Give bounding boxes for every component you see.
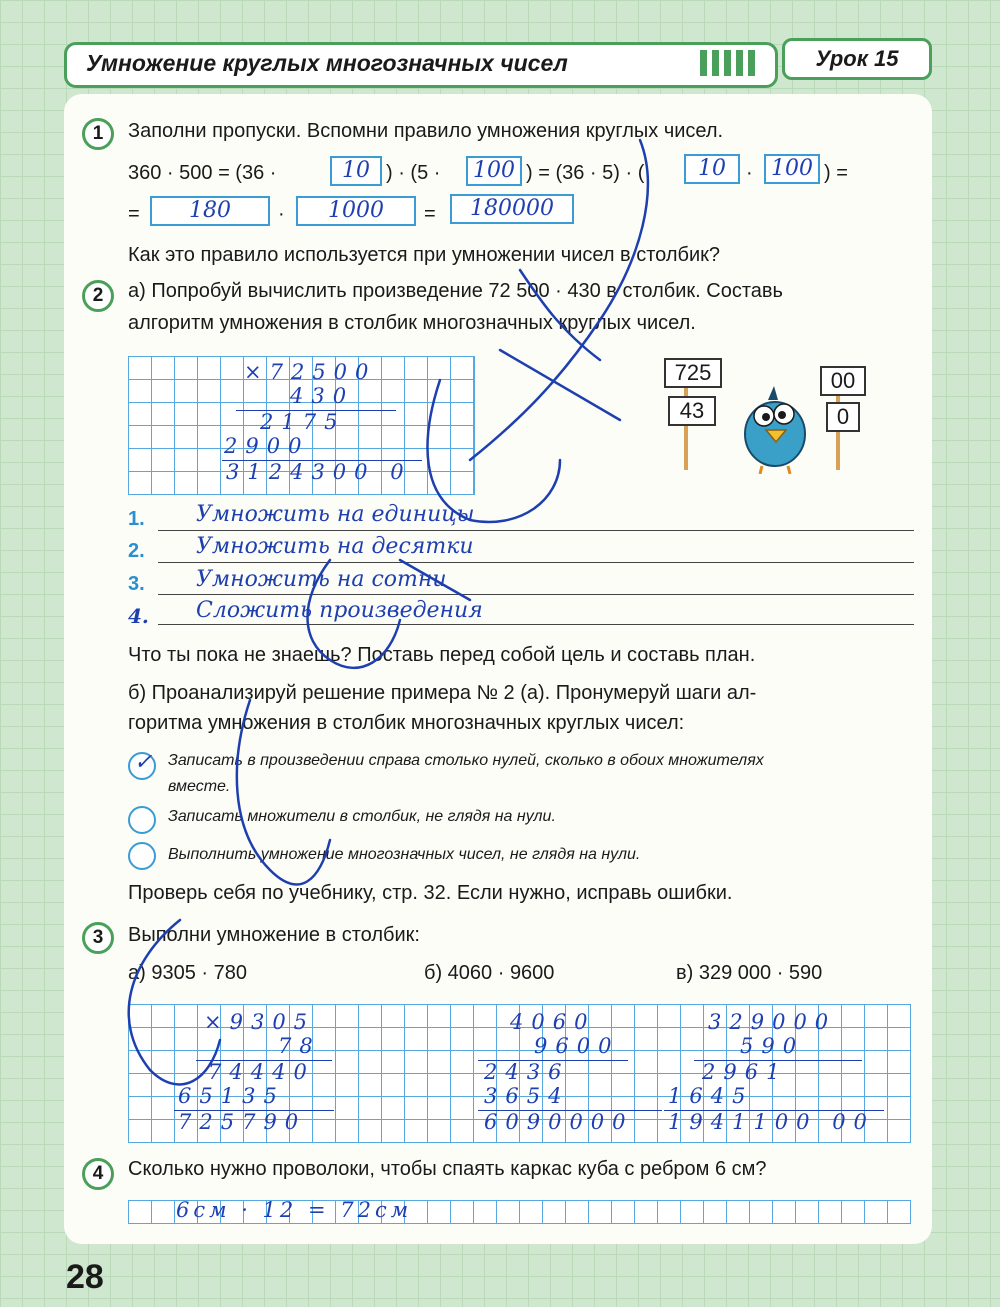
blank-4[interactable]: 100 [764, 154, 820, 184]
task2-line1: а) Попробуй вычислить произведение 72 500 · 430 в столбик. Составь [128, 280, 783, 302]
step-text-1: Умножить на единицы [196, 502, 475, 527]
col3b-row4: 3654 [484, 1084, 570, 1108]
task2-line2: алгоритм умножения в столбик многозначных круглых чисел. [128, 312, 696, 334]
step-num-3: 3. [128, 573, 145, 595]
option-text-1-cont: вместе. [168, 778, 231, 795]
col3a-row1: ×9305 [204, 1010, 316, 1034]
col3a-row3: 74440 [208, 1060, 315, 1084]
task1-eq-b: ) · (5 · [386, 162, 441, 184]
step-num-4: 4. [128, 604, 149, 628]
col2a-row3: 2175 [260, 410, 346, 434]
result-2[interactable]: 1000 [296, 196, 416, 226]
task1-question: Как это правило используется при умножении чисел в столбик? [128, 244, 721, 266]
option-text-1: Записать в произведении справа столько нулей, сколько в обоих множителях [168, 752, 764, 769]
task4-answer[interactable]: 6см · 12 = 72см [176, 1198, 413, 1222]
page-title: Умножение круглых многозначных чисел [86, 50, 568, 76]
page-number: 28 [66, 1258, 104, 1296]
option-text-3: Выполнить умножение многозначных чисел, не глядя на нули. [168, 846, 641, 863]
task3-b: б) 4060 · 9600 [424, 962, 555, 984]
task4-question: Сколько нужно проволоки, чтобы спаять каркас куба с ребром 6 см? [128, 1158, 767, 1180]
col3c-row1: 329000 [708, 1010, 837, 1034]
sign-725: 725 [664, 358, 722, 388]
result-3[interactable]: 180000 [450, 194, 574, 224]
task2-question: Что ты пока не знаешь? Поставь перед собой цель и составь план. [128, 644, 756, 666]
task1-eq-c: ) = (36 · 5) · ( [526, 162, 645, 184]
col3b-row2: 9600 [534, 1034, 620, 1058]
lesson-label: Урок 15 [782, 38, 932, 80]
col3c-row3: 2961 [702, 1060, 788, 1084]
task3-instruction: Выполни умножение в столбик: [128, 924, 420, 946]
sign-00: 00 [820, 366, 866, 396]
col2a-row4: 2900 [224, 434, 310, 458]
task1-eq-e: ) = [824, 162, 848, 184]
blank-2[interactable]: 100 [466, 156, 522, 186]
task1-eq2-eq2: = [424, 203, 436, 225]
task1-instruction: Заполни пропуски. Вспомни правило умножения круглых чисел. [128, 120, 724, 142]
task1-eq-d: · [746, 162, 753, 184]
option-check-mark: ✓ [134, 750, 153, 775]
blank-3[interactable]: 10 [684, 154, 740, 184]
task-number-1: 1 [82, 118, 114, 150]
step-text-2: Умножить на десятки [196, 534, 474, 559]
task-number-2: 2 [82, 280, 114, 312]
step-num-2: 2. [128, 540, 145, 562]
col2a-row1: ×72500 [244, 360, 377, 384]
task1-eq2-eq: = [128, 203, 140, 225]
task-number-3: 3 [82, 922, 114, 954]
task2-check: Проверь себя по учебнику, стр. 32. Если нужно, исправь ошибки. [128, 882, 733, 904]
col3c-row2: 590 [740, 1034, 805, 1058]
col2a-row5: 3124300 0 [226, 460, 412, 484]
col2a-row2: 430 [290, 384, 355, 408]
step-num-1: 1. [128, 508, 145, 530]
option-text-2: Записать множители в столбик, не глядя на нули. [168, 808, 556, 825]
blank-1[interactable]: 10 [330, 156, 382, 186]
col3b-row1: 4060 [510, 1010, 596, 1034]
task-number-4: 4 [82, 1158, 114, 1190]
col3a-row5: 725790 [178, 1110, 307, 1134]
sign-43: 43 [668, 396, 716, 426]
col3a-row4: 65135 [178, 1084, 285, 1108]
col3b-row3: 2436 [484, 1060, 570, 1084]
col3c-row5: 1941100 00 [668, 1110, 875, 1134]
task2-b-line1: б) Проанализируй решение примера № 2 (а). Пронумеруй шаги ал- [128, 682, 757, 704]
task1-eq-a: 360 · 500 = (36 · [128, 162, 277, 184]
step-text-4: Сложить произведения [196, 598, 483, 623]
step-text-3: Умножить на сотни [196, 567, 447, 592]
col3b-row5: 6090000 [484, 1110, 634, 1134]
col3c-row4: 1645 [668, 1084, 754, 1108]
result-1[interactable]: 180 [150, 196, 270, 226]
col3a-row2: 78 [278, 1034, 321, 1058]
task2-b-line2: горитма умножения в столбик многозначных круглых чисел: [128, 712, 685, 734]
sign-0: 0 [826, 402, 860, 432]
task1-eq2-dot: · [278, 203, 285, 225]
task3-a: а) 9305 · 780 [128, 962, 247, 984]
task3-c: в) 329 000 · 590 [676, 962, 823, 984]
